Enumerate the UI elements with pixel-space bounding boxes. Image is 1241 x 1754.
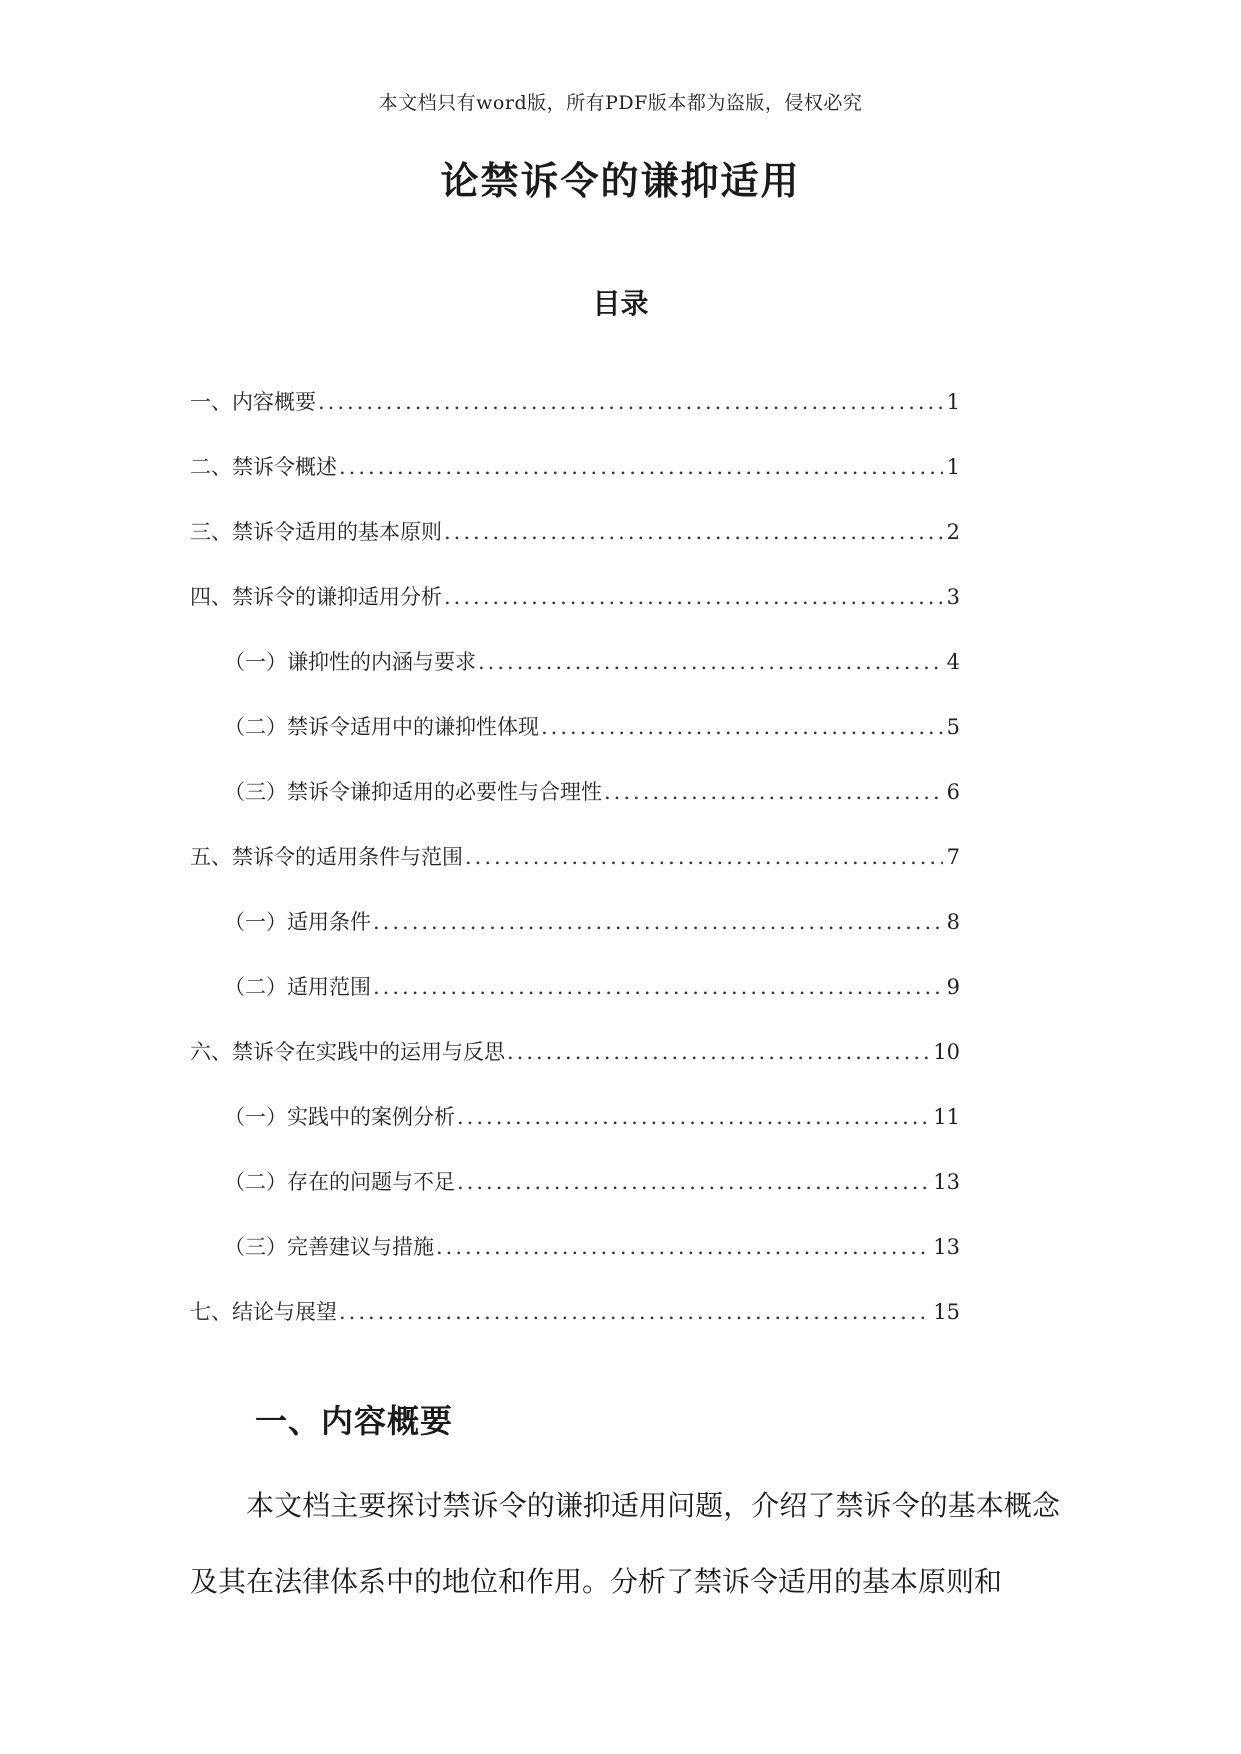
table-of-contents: [190, 386, 960, 1361]
toc-page-number: 2: [946, 520, 960, 544]
toc-dot-leader: [444, 520, 943, 544]
toc-entry-label: 一、内容概要: [190, 390, 316, 414]
toc-entry-label: 二、禁诉令概述: [190, 455, 337, 479]
toc-entry-label: （一）实践中的案例分析: [224, 1105, 455, 1129]
toc-entry-label: （一）适用条件: [224, 910, 371, 934]
toc-entry-label: 七、结论与展望: [190, 1300, 337, 1324]
toc-dot-leader: [339, 455, 943, 479]
toc-entry[interactable]: [190, 906, 960, 971]
document-title: 论禁诉令的谦抑适用: [440, 158, 801, 203]
toc-entry[interactable]: [190, 646, 960, 711]
toc-entry-label: （三）禁诉令谦抑适用的必要性与合理性: [224, 780, 602, 804]
toc-page-number: 11: [933, 1105, 960, 1129]
toc-dot-leader: [436, 1235, 929, 1259]
section-body-paragraph: 本文档主要探讨禁诉令的谦抑适用问题，介绍了禁诉令的基本概念及其在法律体系中的地位和作用。分析了禁诉令适用的基本原则和: [190, 1489, 1060, 1598]
toc-entry[interactable]: [190, 776, 960, 841]
toc-page-number: 4: [946, 650, 960, 674]
toc-entry[interactable]: [190, 451, 960, 516]
toc-entry-label: （二）禁诉令适用中的谦抑性体现: [224, 715, 539, 739]
toc-entry[interactable]: [190, 1296, 960, 1361]
toc-page-number: 6: [946, 780, 960, 804]
toc-entry-label: （三）完善建议与措施: [224, 1235, 434, 1259]
toc-page-number: 7: [946, 845, 960, 869]
section-heading: 一、内容概要: [255, 1402, 454, 1440]
toc-entry-label: （一）谦抑性的内涵与要求: [224, 650, 476, 674]
toc-dot-leader: [507, 1040, 929, 1064]
toc-dot-leader: [604, 780, 943, 804]
toc-entry-label: 五、禁诉令的适用条件与范围: [190, 845, 463, 869]
toc-page-number: 8: [946, 910, 960, 934]
toc-page-number: 5: [946, 715, 960, 739]
toc-dot-leader: [457, 1105, 929, 1129]
toc-entry-label: 三、禁诉令适用的基本原则: [190, 520, 442, 544]
toc-dot-leader: [465, 845, 943, 869]
toc-entry-label: 六、禁诉令在实践中的运用与反思: [190, 1040, 505, 1064]
toc-entry[interactable]: [190, 841, 960, 906]
toc-entry[interactable]: [190, 516, 960, 581]
toc-entry[interactable]: [190, 581, 960, 646]
copyright-notice: 本文档只有word版，所有PDF版本都为盗版，侵权必究: [378, 92, 863, 114]
toc-entry[interactable]: [190, 1231, 960, 1296]
toc-dot-leader: [444, 585, 943, 609]
toc-entry[interactable]: [190, 971, 960, 1036]
toc-dot-leader: [318, 390, 943, 414]
toc-page-number: 1: [946, 455, 960, 479]
toc-entry[interactable]: [190, 1101, 960, 1166]
toc-entry[interactable]: [190, 1166, 960, 1231]
toc-page-number: 1: [946, 390, 960, 414]
toc-page-number: 3: [946, 585, 960, 609]
toc-page-number: 9: [946, 975, 960, 999]
toc-entry[interactable]: [190, 386, 960, 451]
toc-entry-label: （二）存在的问题与不足: [224, 1170, 455, 1194]
toc-dot-leader: [373, 910, 943, 934]
toc-dot-leader: [339, 1300, 929, 1324]
toc-entry[interactable]: [190, 711, 960, 776]
toc-heading: 目录: [592, 287, 649, 320]
toc-page-number: 13: [933, 1170, 960, 1194]
toc-entry[interactable]: [190, 1036, 960, 1101]
toc-dot-leader: [373, 975, 943, 999]
toc-entry-label: 四、禁诉令的谦抑适用分析: [190, 585, 442, 609]
toc-page-number: 15: [933, 1300, 960, 1324]
toc-dot-leader: [457, 1170, 929, 1194]
toc-dot-leader: [478, 650, 943, 674]
toc-entry-label: （二）适用范围: [224, 975, 371, 999]
toc-page-number: 13: [933, 1235, 960, 1259]
toc-dot-leader: [541, 715, 943, 739]
toc-page-number: 10: [933, 1040, 960, 1064]
